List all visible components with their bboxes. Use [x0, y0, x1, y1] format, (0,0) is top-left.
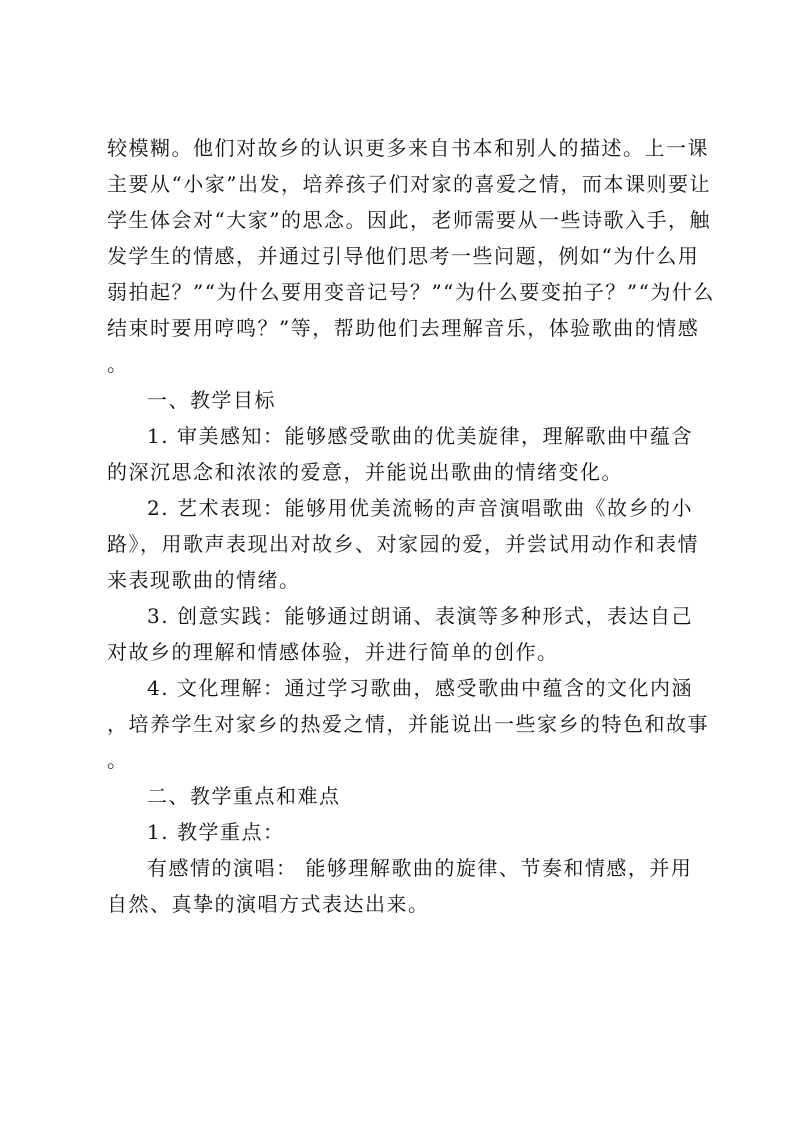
- section-heading-goals: [107, 382, 697, 418]
- heading-text: 一、教学目标: [147, 388, 276, 412]
- key-point-heading: [107, 814, 697, 850]
- text-line: ，培养学生对家乡的热爱之情，并能说出一些家乡的特色和故事: [107, 712, 709, 736]
- goal-culture: [107, 670, 709, 778]
- text-line: 。: [107, 748, 129, 772]
- goal-creative: [107, 598, 697, 670]
- heading-text: 二、教学重点和难点: [147, 784, 341, 808]
- text-line: 。: [107, 352, 129, 376]
- intro-paragraph: [107, 130, 715, 382]
- text-line: 路》，用歌声表现出对故乡、对家园的爱，并尝试用动作和表情: [107, 532, 699, 556]
- text-line: 发学生的情感，并通过引导他们思考一些问题，例如“为什么用: [107, 244, 700, 268]
- text-line: 1. 审美感知：能够感受歌曲的优美旋律，理解歌曲中蕴含: [147, 424, 693, 448]
- text-line: 较模糊。他们对故乡的认识更多来自书本和别人的描述。上一课: [107, 136, 709, 160]
- text-line: 主要从“小家”出发，培养孩子们对家的喜爱之情，而本课则要让: [107, 172, 711, 196]
- heading-text: 1. 教学重点：: [147, 820, 285, 844]
- text-line: 对故乡的理解和情感体验，并进行简单的创作。: [107, 640, 559, 664]
- text-line: 结束时要用哼鸣？”等，帮助他们去理解音乐，体验歌曲的情感: [107, 316, 700, 340]
- goal-aesthetic: [107, 418, 697, 490]
- section-heading-key-points: [107, 778, 697, 814]
- key-point-paragraph: [107, 850, 697, 922]
- text-line: 的深沉思念和浓浓的爱意，并能说出歌曲的情绪变化。: [107, 460, 623, 484]
- text-line: 4. 文化理解：通过学习歌曲，感受歌曲中蕴含的文化内涵: [147, 676, 693, 700]
- text-line: 3. 创意实践：能够通过朗诵、表演等多种形式，表达自己: [147, 604, 693, 628]
- text-line: 2. 艺术表现：能够用优美流畅的声音演唱歌曲《故乡的小: [147, 496, 693, 520]
- text-line: 有感情的演唱： 能够理解歌曲的旋律、节奏和情感，并用: [147, 856, 693, 880]
- text-line: 学生体会对“大家”的思念。因此，老师需要从一些诗歌入手，触: [107, 208, 711, 232]
- text-line: 弱拍起？”“为什么要用变音记号？”“为什么要变拍子？”“为什么: [107, 280, 715, 304]
- document-body: [107, 130, 715, 922]
- text-line: 来表现歌曲的情绪。: [107, 568, 301, 592]
- goal-expression: [107, 490, 697, 598]
- text-line: 自然、真挚的演唱方式表达出来。: [107, 892, 430, 916]
